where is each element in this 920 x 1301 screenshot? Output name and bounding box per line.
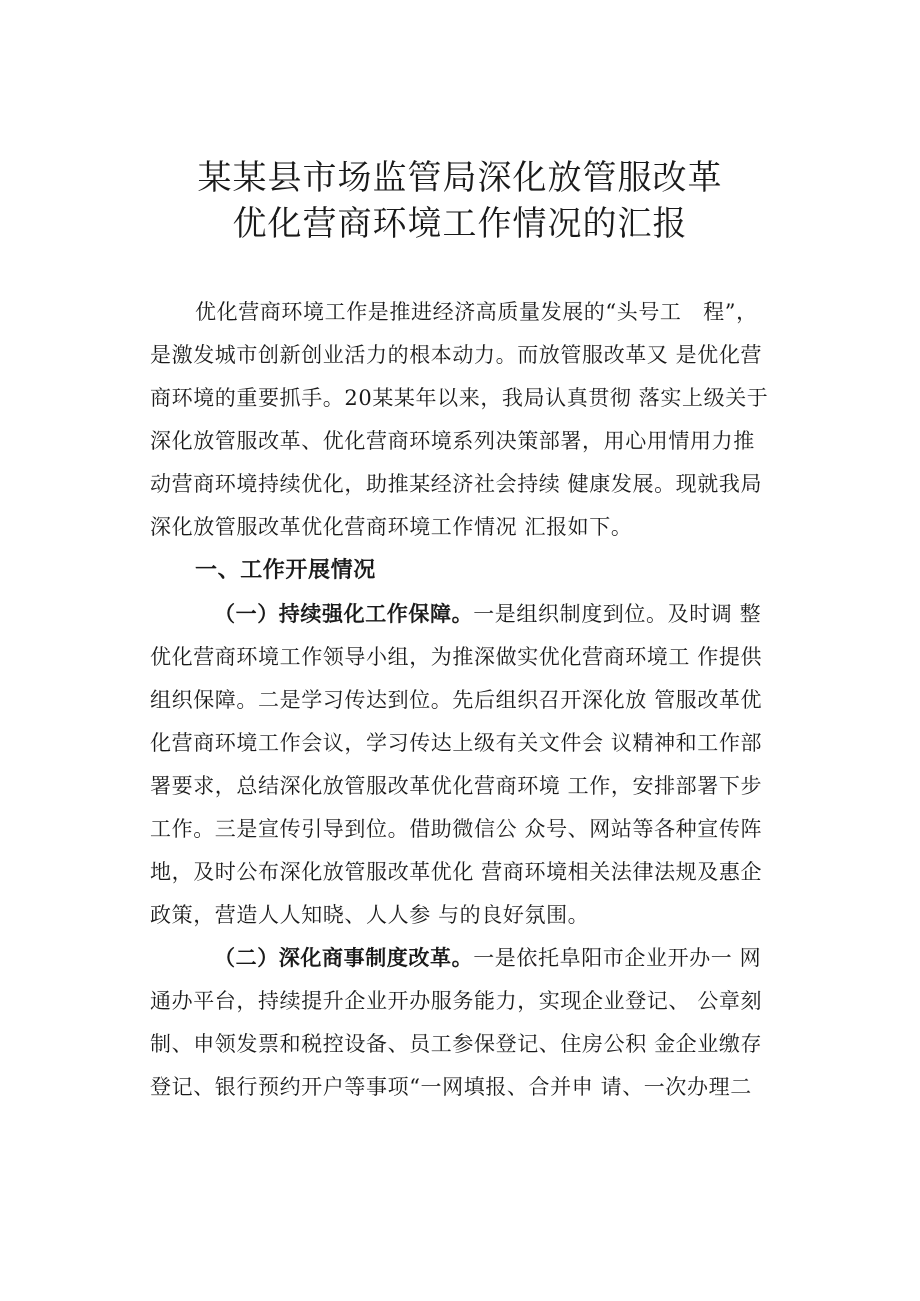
intro-line: 优化营商环境工作是推进经济高质量发展的“头号工 程”，: [195, 300, 758, 324]
subsection-1-line: 组织保障。二是学习传达到位。先后组织召开深化放 管服改革优: [150, 688, 763, 712]
intro-line: 是激发城市创新创业活力的根本动力。而放管服改革又 是优化营: [150, 343, 763, 367]
subsection-1-line: 政策，营造人人知晓、人人参 与的良好氛围。: [150, 903, 590, 927]
subsection-1-line: 工作。三是宣传引导到位。借助微信公 众号、网站等各种宣传阵: [150, 817, 763, 841]
subsection-2-line: 登记、银行预约开户等事项“一网填报、合并申 请、一次办理二: [150, 1075, 752, 1099]
subsection-2-first-text: 一是依托阜阳市企业开办一 网: [473, 946, 762, 970]
subsection-2-first-line: [214, 943, 874, 973]
subsection-1-line: 化营商环境工作会议，学习传达上级有关文件会 议精神和工作部: [150, 731, 763, 755]
subsection-1-first-text: 一是组织制度到位。及时调 整: [473, 602, 762, 626]
section-heading: 一、工作开展情况: [195, 558, 376, 583]
subsection-1-line: 地，及时公布深化放管服改革优化 营商环境相关法律法规及惠企: [150, 860, 763, 884]
intro-line: 深化放管服改革、优化营商环境系列决策部署，用心用情用力推: [150, 429, 755, 453]
subsection-2-line: 制、申领发票和税控设备、员工参保登记、住房公积 金企业缴存: [150, 1032, 763, 1056]
subsection-2-line: 通办平台，持续提升企业开办服务能力，实现企业登记、 公章刻: [150, 989, 763, 1013]
subsection-1-first-line: [214, 599, 874, 629]
subsection-2-heading: （二）深化商事制度改革。: [214, 946, 474, 970]
subsection-1-heading: （一）持续强化工作保障。: [214, 602, 474, 626]
intro-line: 深化放管服改革优化营商环境工作情况 汇报如下。: [150, 515, 633, 539]
subsection-1-line: 优化营商环境工作领导小组，为推深做实优化营商环境工 作提供: [150, 645, 763, 669]
document-title-line-1: 某某县市场监管局深化放管服改革: [197, 158, 723, 198]
intro-line: 动营商环境持续优化，助推某经济社会持续 健康发展。现就我局: [150, 472, 763, 496]
subsection-1-line: 署要求，总结深化放管服改革优化营商环境 工作，安排部署下步: [150, 774, 763, 798]
document-title-line-2: 优化营商环境工作情况的汇报: [232, 204, 688, 244]
intro-line: 商环境的重要抓手。20某某年以来，我局认真贯彻 落实上级关于: [150, 386, 769, 410]
